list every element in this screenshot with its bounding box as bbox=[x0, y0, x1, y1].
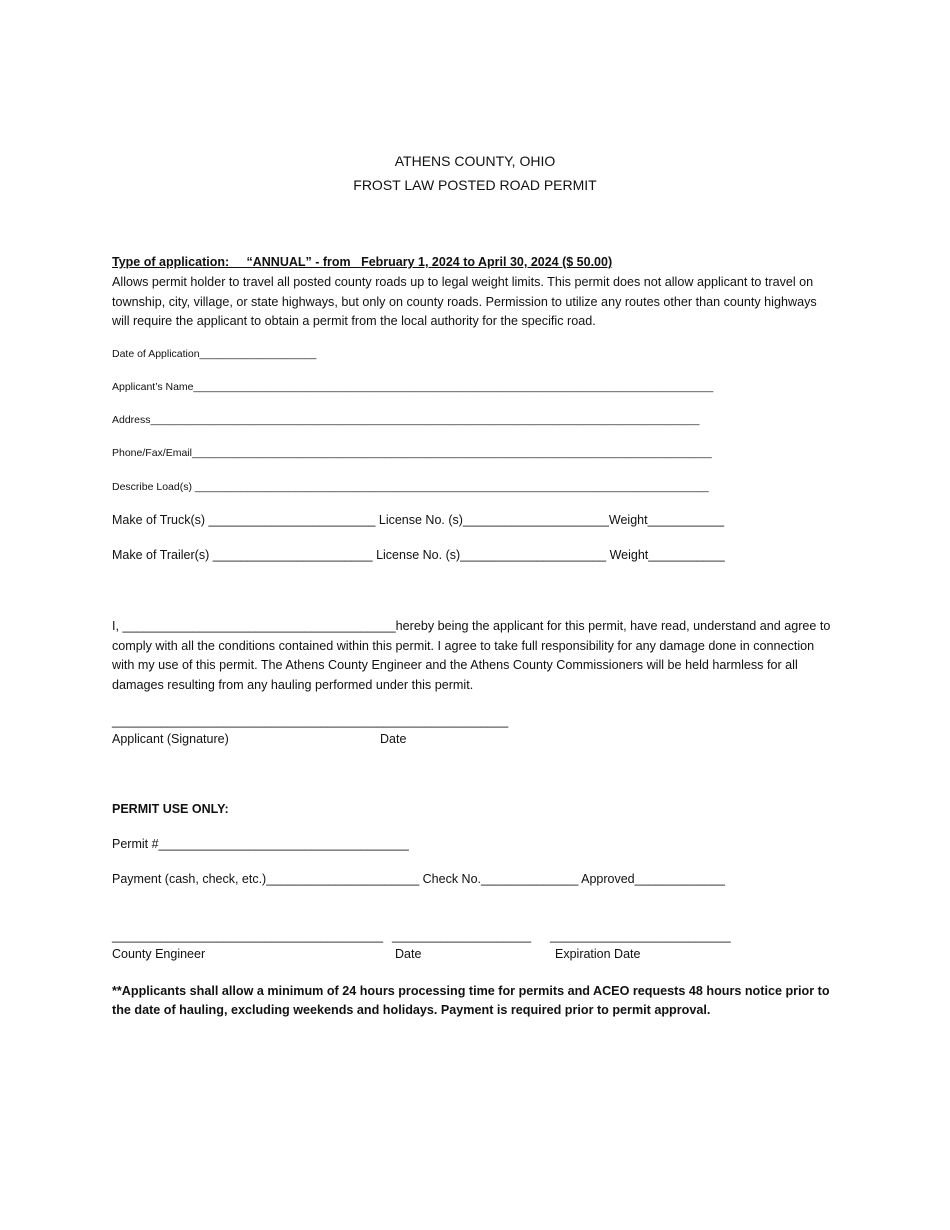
date-of-application-field[interactable]: Date of Application____________________ bbox=[112, 348, 317, 360]
engineer-date-label: Date bbox=[395, 947, 422, 961]
applicant-name-field[interactable]: Applicant’s Name_________________________________________________________________________________________ bbox=[112, 381, 714, 393]
address-field[interactable]: Address______________________________________________________________________________________________ bbox=[112, 414, 700, 426]
describe-loads-field[interactable]: Describe Load(s) ________________________________________________________________________________________ bbox=[112, 481, 709, 493]
permit-description: Allows permit holder to travel all posted county roads up to legal weight limits. This permit does not allow applicant to travel on township, city, village, or state highways, but only on county roads. Permission to utilize any routes other than county highways will require the applicant to obtain a permit from the local authority for the specific road. bbox=[112, 275, 817, 328]
processing-notice: **Applicants shall allow a minimum of 24 hours processing time for permits and ACEO requests 48 hours notice prior to the date of hauling, excluding weekends and holidays. Payment is required prior to permit approval. bbox=[112, 984, 830, 1017]
permit-title: FROST LAW POSTED ROAD PERMIT bbox=[353, 177, 597, 193]
applicant-signature-label: Applicant (Signature) bbox=[112, 732, 229, 746]
engineer-date-line[interactable]: ____________________ bbox=[392, 929, 532, 943]
permit-use-heading: PERMIT USE ONLY: bbox=[112, 802, 229, 816]
application-type-line: Type of application: “ANNUAL” - from February 1, 2024 to April 30, 2024 ($ 50.00) bbox=[112, 255, 613, 269]
payment-field-row[interactable]: Payment (cash, check, etc.)______________________ Check No.______________ Approved_____________ bbox=[112, 872, 725, 886]
county-engineer-line[interactable]: _______________________________________ bbox=[112, 929, 384, 943]
signature-line[interactable]: _________________________________________________________ bbox=[112, 714, 509, 728]
phone-fax-email-field[interactable]: Phone/Fax/Email_________________________________________________________________________________________ bbox=[112, 447, 712, 459]
county-title: ATHENS COUNTY, OHIO bbox=[394, 153, 556, 169]
expiration-date-line[interactable]: __________________________ bbox=[550, 929, 731, 943]
truck-field-row[interactable]: Make of Truck(s) ________________________ License No. (s)_____________________Weight___________ bbox=[112, 513, 725, 527]
expiration-date-label: Expiration Date bbox=[555, 947, 641, 961]
permit-number-field[interactable]: Permit #____________________________________ bbox=[112, 837, 409, 851]
signature-date-label: Date bbox=[380, 732, 407, 746]
trailer-field-row[interactable]: Make of Trailer(s) _______________________ License No. (s)_____________________ Weight___________ bbox=[112, 548, 725, 562]
county-engineer-label: County Engineer bbox=[112, 947, 206, 961]
agreement-paragraph: I, _______________________________________hereby being the applicant for this permit, have read, understand and agree to comply with all the conditions contained within this permit. I agree to take full responsibility for any damage done in connection with my use of this permit. The Athens County Engineer and the Athens County Commissioners will be held harmless for all damages resulting from any hauling performed under this permit. bbox=[112, 619, 831, 692]
